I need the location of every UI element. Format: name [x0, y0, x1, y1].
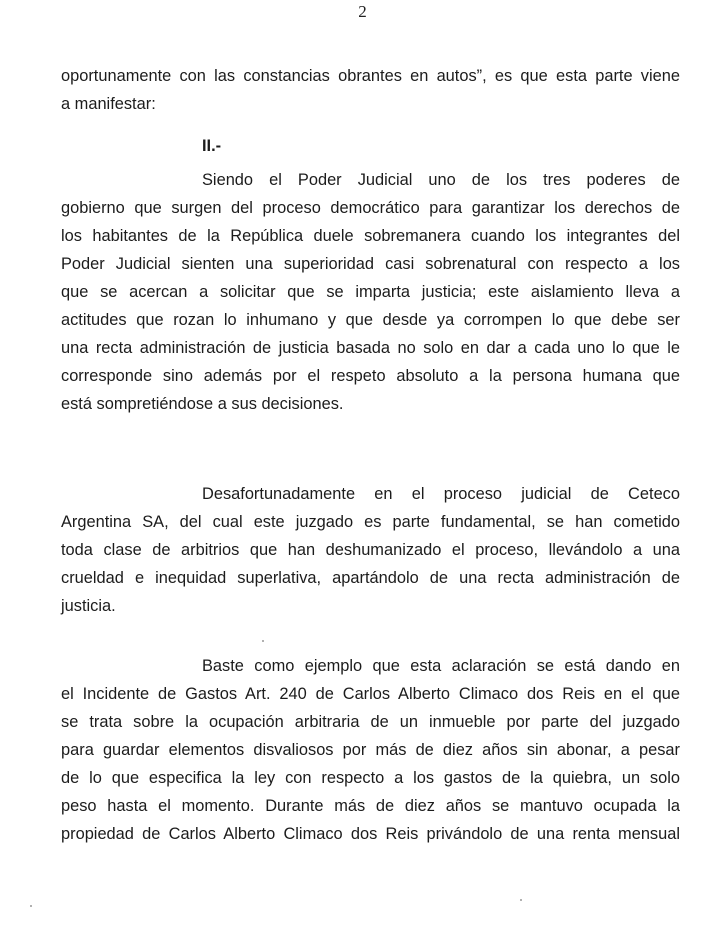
page-number: 2	[358, 2, 367, 21]
text-line: justicia.	[61, 597, 116, 615]
text-line: los habitantes de la República duele sobremanera cuando los integrantes del	[61, 227, 680, 245]
text-line: actitudes que rozan lo inhumano y que desde ya corrompen lo que debe ser	[61, 311, 680, 329]
paragraph-1	[61, 166, 680, 418]
text-line: crueldad e inequidad superlativa, apartándolo de una recta administración de	[61, 569, 680, 587]
text-line: una recta administración de justicia basada no solo en dar a cada uno lo que le	[61, 339, 680, 357]
paragraph-2	[61, 480, 680, 620]
text-line: propiedad de Carlos Alberto Climaco dos Reis privándolo de una renta mensual	[61, 825, 680, 843]
text-line: toda clase de arbitrios que han deshumanizado el proceso, llevándolo a una	[61, 541, 680, 559]
text-line: Argentina SA, del cual este juzgado es parte fundamental, se han cometido	[61, 513, 680, 531]
text-line: gobierno que surgen del proceso democrático para garantizar los derechos de	[61, 199, 680, 217]
text-line: Baste como ejemplo que esta aclaración se está dando en	[202, 657, 680, 675]
text-line: oportunamente con las constancias obrantes en autos”, es que esta parte viene	[61, 67, 680, 85]
text-line: Desafortunadamente en el proceso judicial de Ceteco	[202, 485, 680, 503]
text-line: de lo que especifica la ley con respecto a los gastos de la quiebra, un solo	[61, 769, 680, 787]
text-line: el Incidente de Gastos Art. 240 de Carlos Alberto Climaco dos Reis en el que	[61, 685, 680, 703]
scan-speck	[262, 640, 264, 642]
text-line: se trata sobre la ocupación arbitraria de un inmueble por parte del juzgado	[61, 713, 680, 731]
scan-speck	[520, 899, 522, 901]
text-line: Poder Judicial sienten una superioridad casi sobrenatural con respecto a los	[61, 255, 680, 273]
scan-speck	[30, 905, 32, 907]
text-line: peso hasta el momento. Durante más de diez años se mantuvo ocupada la	[61, 797, 680, 815]
paragraph-3	[61, 652, 680, 848]
section-heading: II.-	[202, 137, 222, 155]
text-line: que se acercan a solicitar que se imparta justicia; este aislamiento lleva a	[61, 283, 680, 301]
intro-block	[61, 62, 680, 118]
text-line: Siendo el Poder Judicial uno de los tres poderes de	[202, 171, 680, 189]
section-heading-block	[61, 132, 680, 160]
text-line: está sompretiéndose a sus decisiones.	[61, 395, 344, 413]
text-line: corresponde sino además por el respeto absoluto a la persona humana que	[61, 367, 680, 385]
text-line: a manifestar:	[61, 95, 156, 113]
text-line: para guardar elementos disvaliosos por más de diez años sin abonar, a pesar	[61, 741, 680, 759]
